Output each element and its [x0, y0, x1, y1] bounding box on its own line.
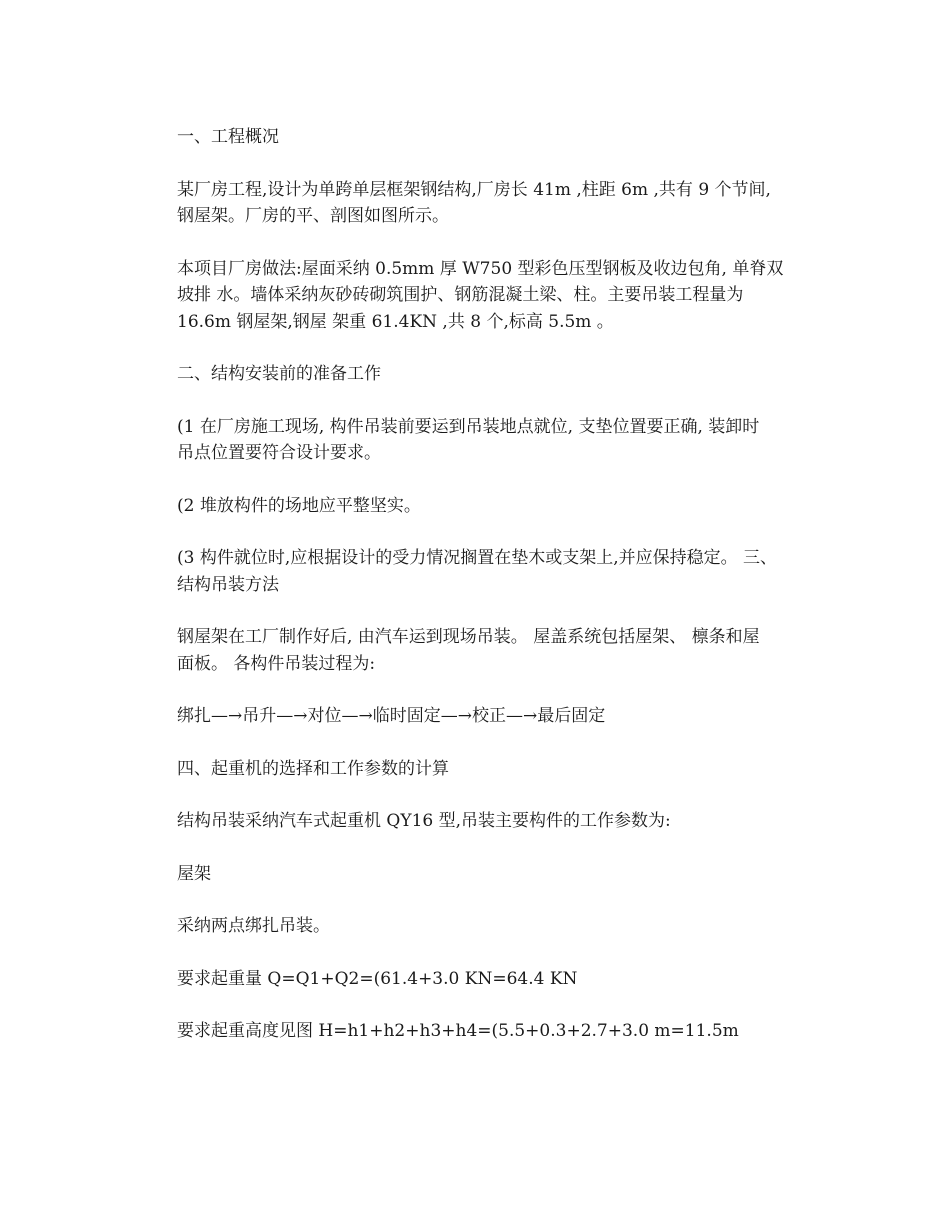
text-line: 面板。 各构件吊装过程为: — [177, 653, 376, 674]
text-line: 结构吊装方法 — [177, 574, 279, 595]
text-line: 吊点位置要符合设计要求。 — [177, 443, 381, 463]
paragraph-binding-method — [141, 913, 821, 940]
text-line: (3 构件就位时,应根据设计的受力情况搁置在垫木或支架上,并应保持稳定。 三、 — [177, 548, 778, 568]
paragraph-prep-item-1 — [141, 414, 821, 467]
text-line: 结构吊装采纳汽车式起重机 QY16 型,吊装主要构件的工作参数为: — [177, 811, 671, 831]
text-line: 坡排 水。墙体采纳灰砂砖砌筑围护、钢筋混凝土梁、柱。主要吊装工程量为 — [177, 285, 744, 305]
paragraph-prep-item-2 — [141, 493, 821, 520]
section-heading-1 — [141, 124, 821, 151]
text-line: 四、起重机的选择和工作参数的计算 — [177, 758, 449, 779]
paragraph-construction-method — [141, 256, 821, 336]
text-line: 一、工程概况 — [177, 127, 279, 147]
text-line: 屋架 — [177, 863, 211, 884]
text-line: 本项目厂房做法:屋面采纳 0.5mm 厚 W750 型彩色压型钢板及收边包角, 单脊双 — [177, 258, 784, 279]
text-line: 要求起重量 Q=Q1+Q2=(61.4+3.0 KN=64.4 KN — [177, 968, 578, 989]
text-line: 16.6m 钢屋架,钢屋 架重 61.4KN ,共 8 个,标高 5.5m 。 — [177, 311, 614, 332]
text-line: 要求起重高度见图 H=h1+h2+h3+h4=(5.5+0.3+2.7+3.0 m=11.5m — [177, 1021, 739, 1041]
text-line: 钢屋架。厂房的平、剖图如图所示。 — [177, 206, 449, 226]
paragraph-prep-item-3 — [141, 545, 821, 598]
text-line: (1 在厂房施工现场, 构件吊装前要运到吊装地点就位, 支垫位置要正确, 装卸时 — [177, 416, 760, 437]
section-heading-4 — [141, 756, 821, 783]
paragraph-hoisting-sequence — [141, 703, 821, 730]
paragraph-project-overview — [141, 177, 821, 230]
text-line: 绑扎—→吊升—→对位—→临时固定—→校正—→最后固定 — [177, 706, 606, 726]
paragraph-lifting-weight — [141, 966, 821, 993]
paragraph-hoisting-method — [141, 624, 821, 677]
text-line: 钢屋架在工厂制作好后, 由汽车运到现场吊装。 屋盖系统包括屋架、 檩条和屋 — [177, 627, 760, 647]
text-line: 某厂房工程,设计为单跨单层框架钢结构,厂房长 41m ,柱距 6m ,共有 9 个节间, — [177, 179, 771, 200]
document-body — [141, 124, 821, 1071]
section-heading-2 — [141, 361, 821, 388]
text-line: 采纳两点绑扎吊装。 — [177, 916, 330, 936]
paragraph-crane-selection — [141, 808, 821, 835]
paragraph-lifting-height — [141, 1018, 821, 1045]
paragraph-roof-truss — [141, 861, 821, 888]
text-line: (2 堆放构件的场地应平整坚实。 — [177, 495, 421, 516]
text-line: 二、结构安装前的准备工作 — [177, 364, 381, 384]
